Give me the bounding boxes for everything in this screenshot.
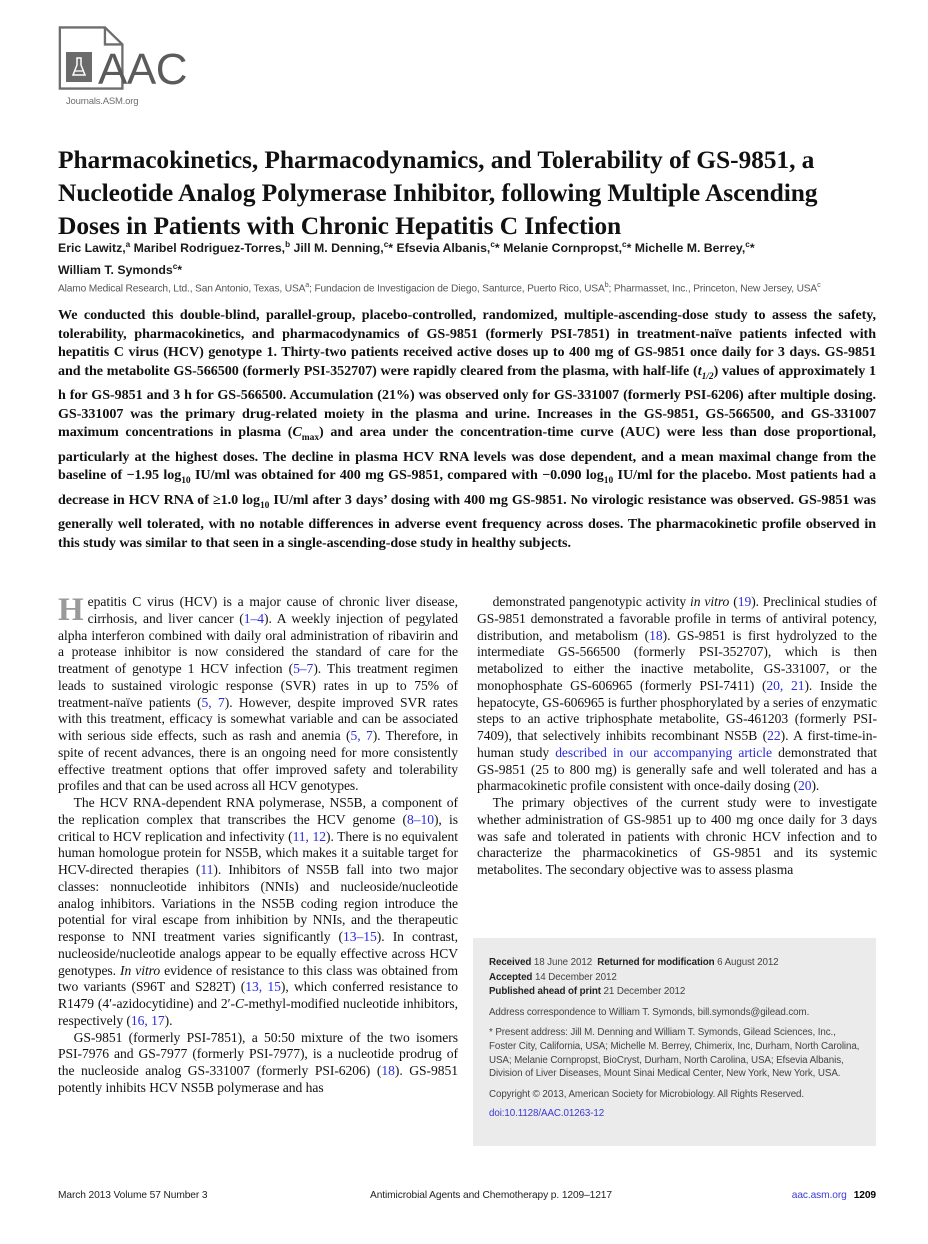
body-paragraph: GS-9851 (formerly PSI-7851), a 50:50 mixture of the two isomers PSI-7976 and GS-7977 (formerly PSI-7977), is a nucleotide prodrug of the nucleoside analog GS-331007 (formerly PSI-6206) (18). GS-9851 potently inhibits HCV NS5B polymerase and has	[58, 1029, 458, 1095]
returned-label: Returned for modification	[597, 957, 715, 968]
body-paragraph: The HCV RNA-dependent RNA polymerase, NS5B, a component of the replication complex that transcribes the HCV genome (8–10), is critical to HCV replication and infectivity (11, 12). There is no equivalent human homologue protein for NS5B, which makes it a suitable target for HCV-directed therapies (11). Inhibitors of NS5B fall into two major classes: nonnucleotide inhibitors (NNIs) and nucleoside/nucleotide analog inhibitors. Variations in the NS5B coding region introduce the potential for viral escape from inhibition by NNIs, and the therapeutic response to NNI treatment varies significantly (13–15). In contrast, nucleoside/nucleotide analogs appear to be equally effective across HCV genotypes. In vitro evidence of resistance to this class was obtained from two variants (S96T and S282T) (13, 15), which conferred resistance to R1479 (4′-azidocytidine) and 2′-C-methyl-modified nucleotide inhibitors, respectively (16, 17).	[58, 795, 459, 1028]
body-paragraph: Hepatitis C virus (HCV) is a major cause of chronic liver disease, cirrhosis, and liver cancer (1–4). A weekly injection of pegylated alpha interferon combined with daily oral administration of ribavirin and a protease inhibitor is now considered the standard of care for the treatment of genotype 1 HCV infection (5–7). This treatment regimen leads to sustained virologic response (SVR) rates in up to 75% of treatment-naïve patients (5, 7). However, despite improved SVR rates with this treatment, efficacy is somewhat variable and can be associated with serious side effects, such as rash and anemia (5, 7). Therefore, in spite of recent advances, there is an ongoing need for more consistently effective treatment options that offer improved safety and tolerability profiles and that can be used across all HCV genotypes.	[58, 592, 458, 794]
drop-cap: H	[58, 592, 84, 628]
published-label: Published ahead of print	[489, 986, 601, 998]
body-paragraph: The primary objectives of the current study were to investigate whether administration of GS-9851 up to 400 mg once daily for 3 days was safe and tolerated in patients with chronic HCV infection and to characterize the pharmacokinetics of GS-9851 and its systemic metabolites. The secondary objective was to assess plasma	[477, 795, 877, 877]
article-history-box	[473, 938, 876, 1146]
footer-right-group	[792, 1190, 876, 1201]
body-column-left	[58, 594, 458, 1097]
present-address-note: * Present address: Jill M. Denning and William T. Symonds, Gilead Sciences, Inc., Foster City, California, USA; Michelle M. Berrey, Chimerix, Inc, Durham, North Carolina, USA; Melanie Cornpropst, BioCryst, Durham, North Carolina, USA; Efsevia Albanis, Division of Liver Diseases, Mount Sinai Medical Center, New York, New York, USA.	[489, 1027, 860, 1080]
accepted-value: 14 December 2012	[534, 971, 617, 983]
accepted-line	[489, 971, 860, 985]
copyright-note: Copyright © 2013, American Society for Microbiology. All Rights Reserved.	[489, 1088, 805, 1100]
author-list	[58, 236, 876, 279]
correspondence-note: Address correspondence to William T. Symonds, bill.symonds@gilead.com.	[489, 1006, 810, 1018]
accompanying-article-link[interactable]: described in our accompanying article	[555, 744, 772, 760]
journal-masthead	[58, 26, 278, 122]
body-column-right	[477, 594, 877, 879]
article-title: Pharmacokinetics, Pharmacodynamics, and Tolerability of GS-9851, a Nucleotide Analog Polymerase Inhibitor, following Multiple Ascending Doses in Patients with Chronic Hepatitis C Infection	[58, 145, 818, 241]
footer-page-number: 1209	[853, 1190, 876, 1201]
received-label: Received	[489, 957, 532, 968]
abstract: We conducted this double-blind, parallel-group, placebo-controlled, randomized, multiple-ascending-dose study to assess the safety, tolerability, pharmacokinetics, and pharmacodynamics of GS-9851 (formerly PSI-7851) in treatment-naïve patients infected with hepatitis C virus (HCV) genotype 1. Thirty-two patients received active doses up to 400 mg of GS-9851 once daily for 3 days. GS-9851 and the metabolite GS-566500 (formerly PSI-352707) were rapidly cleared from the plasma, with half-life $(t_{1/2})$ values of approximately 1 h for GS-9851 and 3 h for GS-566500. Accumulation (21%) was observed only for GS-331007 (formerly PSI-6206) after multiple dosing. GS-331007 was the primary drug-related moiety in the plasma and urine. Increases in the GS-9851, GS-566500, and GS-331007 maximum concentrations in plasma $(C_{max})$ and area under the concentration-time curve (AUC) were less than dose proportional, particularly at the highest doses. The decline in plasma HCV RNA levels was dose dependent, and a mean maximal change from the baseline of −1.95 $\log_{10} IU/ml$ was obtained for 400 mg GS-9851, compared with −0.090 $\log_{10} IU/ml$ for the placebo. Most patients had a decrease in HCV RNA of ≥1.0 $\log_{10} IU/ml$ after 3 days’ dosing with 400 mg GS-9851. No virologic resistance was observed. GS-9851 was generally well tolerated, with no notable differences in adverse event frequency across doses. The pharmacokinetic profile observed in this study was similar to that seen in a single-ascending-dose study in healthy subjects.	[58, 307, 876, 551]
journal-logo-text: AAC	[98, 45, 187, 94]
received-value: 18 June 2012	[533, 957, 593, 968]
published-value: 21 December 2012	[603, 986, 686, 998]
doi-link[interactable]: doi:10.1128/AAC.01263-12	[489, 1108, 605, 1120]
author-line-2: William T. Symonds$^c$*	[58, 261, 183, 277]
author-line-1: Eric Lawitz,$^a$ Maribel Rodriguez-Torres,$^b$ Jill M. Denning,$^c$* Efsevia Albanis,$^c$* Melanie Cornpropst,$^c$* Michelle M. Berrey,$^c$*	[58, 240, 755, 256]
journal-logo-url: Journals.ASM.org	[66, 96, 139, 107]
accepted-label: Accepted	[489, 971, 533, 983]
published-line	[489, 985, 860, 999]
received-line	[489, 956, 860, 970]
footer-site-link[interactable]: aac.asm.org	[791, 1190, 847, 1201]
author-affiliations: Alamo Medical Research, Ltd., San Antonio, Texas, USA$^a$; Fundacion de Investigacion de Diego, Santurce, Puerto Rico, USA$^b$; Pharmasset, Inc., Princeton, New Jersey, USA$^c$	[58, 280, 821, 295]
body-paragraph: demonstrated pangenotypic activity in vitro (19). Preclinical studies of GS-9851 demonstrated a favorable profile in terms of antiviral potency, distribution, and metabolism (18). GS-9851 is first hydrolyzed to the intermediate GS-566500 (formerly PSI-352707), which is then metabolized to either the inactive metabolite, GS-331007, or the monophosphate GS-606965 (formerly PSI-7411) (20, 21). Inside the hepatocyte, GS-606965 is further phosphorylated by a series of enzymatic steps to an active triphosphate metabolite, GS-461203 (formerly PSI-7409), that selectively inhibits recombinant NS5B (22). A first-time-in-human study described in our accompanying article demonstrated that GS-9851 (25 to 800 mg) is generally safe and well tolerated and has a pharmacokinetic profile consistent with once-daily dosing (20).	[477, 594, 878, 794]
flask-icon	[66, 52, 92, 82]
returned-value: 6 August 2012	[717, 957, 779, 968]
footer-journal-pages: Antimicrobial Agents and Chemotherapy p. 1209–1217	[370, 1190, 612, 1201]
footer-issue: March 2013 Volume 57 Number 3	[58, 1190, 208, 1201]
